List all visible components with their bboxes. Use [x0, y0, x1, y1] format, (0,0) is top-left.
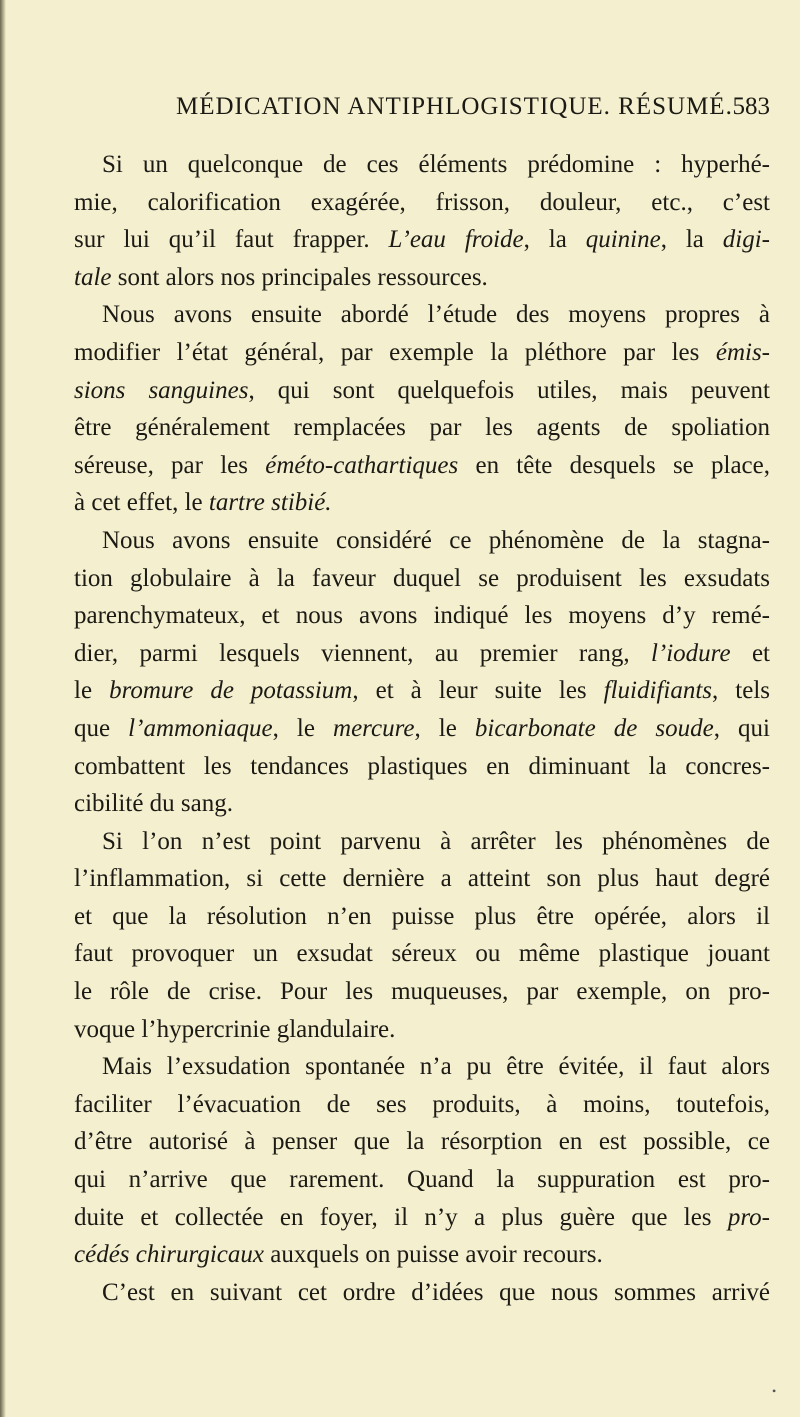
text-run: , qui sont quelquefois utiles, mais peuvent: [248, 376, 770, 404]
text-run: d’être autorisé à penser que la résorption en est possible, ce: [74, 1128, 770, 1156]
text-line: [74, 973, 770, 1011]
text-run: sont alors nos principales ressources.: [111, 263, 488, 291]
text-line: [74, 898, 770, 936]
text-run: Mais l’exsudation spontanée n’a pu être évitée, il faut alors: [102, 1053, 770, 1081]
text-run: à cet effet, le: [74, 489, 209, 517]
italic-term: éméto-cathartiques: [265, 451, 459, 479]
text-run: C’est en suivant cet ordre d’idées que nous sommes arrivé: [102, 1278, 770, 1306]
text-line: [74, 823, 770, 861]
italic-term: bromure de potassium: [109, 677, 353, 705]
text-run: être généralement remplacées par les agents de spoliation: [74, 414, 770, 442]
text-line: [74, 447, 770, 485]
text-run: dier, parmi lesquels viennent, au premier rang,: [74, 639, 651, 667]
text-run: Si l’on n’est point parvenu à arrêter les phénomènes de: [102, 827, 770, 855]
page-number: 583: [732, 93, 770, 120]
italic-term: l’iodure: [650, 639, 731, 667]
text-line: [74, 146, 770, 184]
text-line: [74, 935, 770, 973]
text-line: [74, 372, 770, 410]
page-binding-edge: [0, 0, 6, 1417]
text-run: l’inflammation, si cette dernière a atteint son plus haut degré: [74, 865, 770, 893]
running-title: MÉDICATION ANTIPHLOGISTIQUE. RÉSUMÉ.: [176, 93, 733, 120]
text-line: [74, 635, 770, 673]
italic-term: pro-: [727, 1203, 770, 1231]
text-line: [74, 1199, 770, 1237]
text-line: [74, 259, 770, 297]
italic-term: quinine: [585, 226, 661, 254]
text-run: le rôle de crise. Pour les muqueuses, par exemple, on pro-: [74, 978, 770, 1006]
text-run: Nous avons ensuite abordé l’étude des moyens propres à: [102, 301, 770, 329]
text-line: [74, 522, 770, 560]
text-line: [74, 860, 770, 898]
text-line: [74, 597, 770, 635]
text-run: tion globulaire à la faveur duquel se produisent les exsudats: [74, 564, 770, 592]
italic-term: fluidifiants: [603, 677, 713, 705]
italic-term: émis-: [715, 338, 770, 366]
text-run: , et à leur suite les: [352, 677, 604, 705]
text-line: [74, 484, 770, 522]
text-run: combattent les tendances plastiques en diminuant la concres-: [74, 752, 770, 780]
text-line: [74, 409, 770, 447]
text-line: [74, 1011, 770, 1049]
text-line: [74, 1123, 770, 1161]
text-run: Si un quelconque de ces éléments prédomine : hyperhé-: [102, 151, 770, 178]
text-line: [74, 1161, 770, 1199]
text-line: [74, 560, 770, 598]
corner-mark: •: [772, 1384, 777, 1398]
text-line: [74, 221, 770, 259]
body-text: [74, 146, 770, 1311]
italic-term: digi-: [722, 226, 770, 254]
page-header: [0, 93, 800, 133]
italic-term: sions sanguines: [74, 376, 249, 404]
text-line: [74, 1048, 770, 1086]
text-run: mie, calorification exagérée, frisson, douleur, etc., c’est: [74, 188, 770, 216]
text-line: [74, 1236, 770, 1274]
text-run: Nous avons ensuite considéré ce phénomène de la stagna-: [102, 526, 770, 554]
italic-term: mercure: [333, 714, 415, 742]
text-line: [74, 1086, 770, 1124]
italic-term: L’eau froide: [388, 226, 524, 254]
text-run: , la: [523, 226, 586, 254]
text-line: [74, 334, 770, 372]
text-run: le: [74, 677, 110, 705]
italic-term: tale: [74, 263, 112, 291]
text-run: auxquels on puisse avoir recours.: [263, 1241, 603, 1269]
text-line: [74, 710, 770, 748]
text-run: , tels: [712, 677, 770, 705]
text-run: et que la résolution n’en puisse plus être opérée, alors il: [74, 902, 770, 930]
text-run: faut provoquer un exsudat séreux ou même plastique jouant: [74, 940, 770, 968]
text-line: [74, 672, 770, 710]
text-run: , qui: [713, 714, 771, 742]
text-run: modifier l’état général, par exemple la pléthore par les: [74, 338, 716, 366]
text-run: qui n’arrive que rarement. Quand la suppuration est pro-: [74, 1166, 770, 1194]
text-line: [74, 184, 770, 222]
text-run: , le: [414, 714, 475, 742]
text-run: faciliter l’évacuation de ses produits, à moins, toutefois,: [74, 1090, 770, 1118]
text-run: voque l’hypercrinie glandulaire.: [74, 1015, 396, 1043]
text-run: que: [74, 714, 129, 742]
italic-term: cédés chirurgicaux: [74, 1241, 264, 1269]
text-run: séreuse, par les: [74, 451, 266, 479]
text-line: [74, 748, 770, 786]
text-line: [74, 296, 770, 334]
italic-term: bicarbonate de soude: [474, 714, 714, 742]
text-run: en tête desquels se place,: [458, 451, 770, 479]
text-line: [74, 1274, 770, 1312]
text-run: et: [730, 639, 770, 667]
text-run: , le: [272, 714, 334, 742]
text-line: [74, 785, 770, 823]
italic-term: l’ammoniaque: [128, 714, 273, 742]
text-run: parenchymateux, et nous avons indiqué les moyens d’y remé-: [74, 602, 770, 630]
italic-term: tartre stibié.: [208, 489, 332, 517]
text-run: , la: [660, 226, 723, 254]
text-run: cibilité du sang.: [74, 790, 233, 818]
text-run: duite et collectée en foyer, il n’y a plus guère que les: [74, 1203, 728, 1231]
text-run: sur lui qu’il faut frapper.: [74, 226, 389, 254]
